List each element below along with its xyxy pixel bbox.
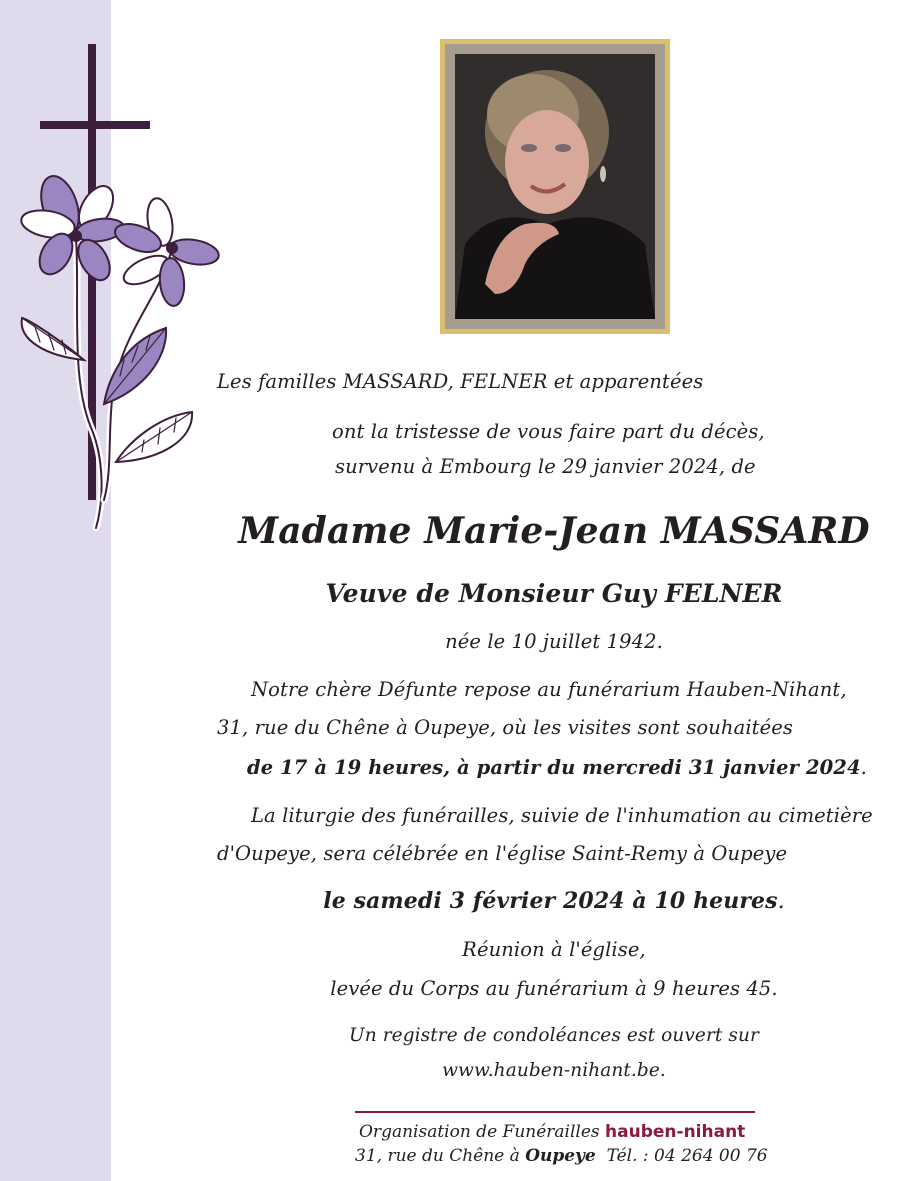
visitation-times-text: de 17 à 19 heures, à partir du mercredi 31 janvier 2024 [247,756,861,779]
funeral-line-2: d'Oupeye, sera célébrée en l'église Saint-Remy à Oupeye [217,842,788,865]
spouse-line: Veuve de Monsieur Guy FELNER [325,579,783,608]
funeral-date [95,886,918,917]
footer-address-prefix: 31, rue du Chêne à [355,1146,520,1166]
birth-line: née le 10 juillet 1942. [445,630,663,653]
footer-organisation [359,1121,745,1143]
visitation-line-2: 31, rue du Chêne à Oupeye, où les visites sont souhaitées [217,716,793,739]
visitation-times [247,755,867,781]
violet-flowers-icon [19,171,221,528]
footer-phone: Tél. : 04 264 00 76 [606,1146,768,1166]
deceased-name: Madame Marie-Jean MASSARD [238,510,870,552]
footer-divider [355,1111,755,1113]
visitation-line-1: Notre chère Défunte repose au funérarium Hauben-Nihant, [251,678,847,701]
meeting-line: Réunion à l'église, [462,938,646,961]
visitation-times-end: . [860,756,867,779]
intro-line: Les familles MASSARD, FELNER et apparentées [217,370,704,393]
death-line: survenu à Embourg le 29 janvier 2024, de [335,455,756,478]
funeral-date-text: le samedi 3 février 2024 à 10 heures [323,888,778,914]
footer-address [355,1145,768,1167]
portrait-frame [440,39,670,334]
footer-org-label: Organisation de Funérailles [359,1122,600,1142]
cross-and-flowers-decoration [0,0,240,560]
condolences-website[interactable]: www.hauben-nihant.be. [442,1060,666,1081]
funeral-line-1: La liturgie des funérailles, suivie de l'inhumation au cimetière [251,804,873,827]
departure-line: levée du Corps au funérarium à 9 heures 45. [330,977,778,1000]
portrait-photo [455,54,655,319]
sorrow-line: ont la tristesse de vous faire part du décès, [332,420,765,443]
funeral-date-end: . [777,889,785,914]
brand-logo: hauben-nihant [605,1122,746,1142]
footer-town: Oupeye [525,1146,596,1166]
condolences-line: Un registre de condoléances est ouvert sur [349,1025,759,1046]
portrait-mat [445,44,665,329]
